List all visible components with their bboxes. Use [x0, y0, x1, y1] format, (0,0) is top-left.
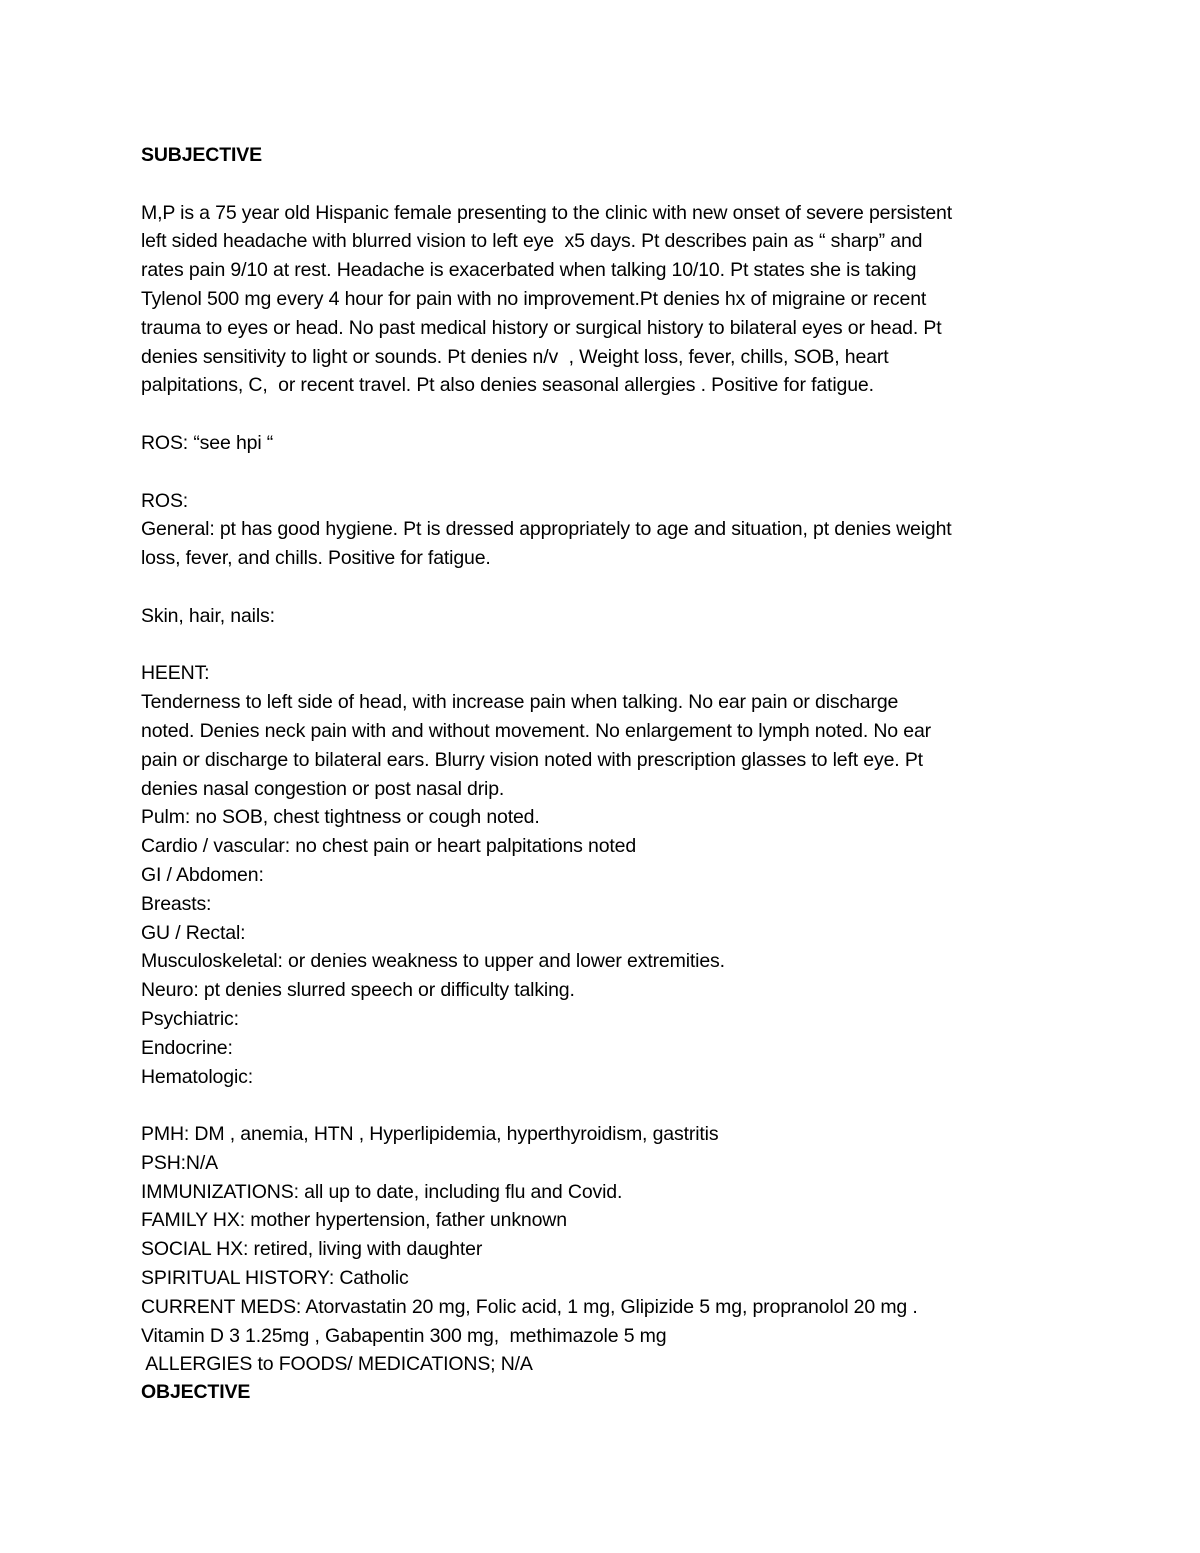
history-line: SOCIAL HX: retired, living with daughter	[141, 1238, 483, 1261]
objective-heading: OBJECTIVE	[141, 1381, 251, 1404]
blank-line	[141, 170, 1061, 199]
history-line: SPIRITUAL HISTORY: Catholic	[141, 1267, 409, 1290]
history-line: IMMUNIZATIONS: all up to date, including flu and Covid.	[141, 1180, 623, 1203]
heent-line: denies nasal congestion or post nasal drip.	[141, 777, 505, 800]
history-section	[141, 1120, 1061, 1379]
document-body	[141, 141, 1061, 1407]
blank-line	[141, 573, 1061, 602]
system-line: Pulm: no SOB, chest tightness or cough noted.	[141, 806, 540, 829]
system-line: GU / Rectal:	[141, 921, 246, 944]
history-line: Vitamin D 3 1.25mg , Gabapentin 300 mg, methimazole 5 mg	[141, 1324, 667, 1347]
subjective-heading: SUBJECTIVE	[141, 144, 262, 166]
heent-line: pain or discharge to bilateral ears. Blurry vision noted with prescription glasses to left eye. Pt	[141, 748, 923, 771]
system-line: Cardio / vascular: no chest pain or heart palpitations noted	[141, 835, 637, 858]
hpi-paragraph	[141, 199, 1061, 401]
hpi-line: M,P is a 75 year old Hispanic female presenting to the clinic with new onset of severe persistent	[141, 201, 953, 224]
history-line: CURRENT MEDS: Atorvastatin 20 mg, Folic acid, 1 mg, Glipizide 5 mg, propranolol 20 mg .	[141, 1295, 918, 1318]
system-line: Musculoskeletal: or denies weakness to upper and lower extremities.	[141, 950, 725, 973]
hpi-line: left sided headache with blurred vision to left eye x5 days. Pt describes pain as “ sharp” and	[141, 230, 923, 253]
history-line: FAMILY HX: mother hypertension, father unknown	[141, 1209, 567, 1232]
blank-line	[141, 458, 1061, 487]
heent-label: HEENT:	[141, 662, 210, 685]
system-line: Hematologic:	[141, 1065, 254, 1088]
ros-label: ROS:	[141, 489, 189, 512]
blank-line	[141, 1091, 1061, 1120]
system-line: Psychiatric:	[141, 1007, 239, 1030]
hpi-line: denies sensitivity to light or sounds. Pt denies n/v , Weight loss, fever, chills, SOB, heart	[141, 345, 889, 368]
history-line: ALLERGIES to FOODS/ MEDICATIONS; N/A	[141, 1353, 533, 1376]
hpi-line: rates pain 9/10 at rest. Headache is exacerbated when talking 10/10. Pt states she is taking	[141, 259, 917, 282]
ros-general	[141, 515, 1061, 573]
general-line: loss, fever, and chills. Positive for fatigue.	[141, 547, 491, 570]
ros-see-hpi: ROS: “see hpi “	[141, 431, 274, 454]
ros-systems	[141, 803, 1061, 1091]
general-line: General: pt has good hygiene. Pt is dressed appropriately to age and situation, pt denies weight	[141, 518, 952, 541]
system-line: Neuro: pt denies slurred speech or difficulty talking.	[141, 979, 575, 1002]
hpi-line: Tylenol 500 mg every 4 hour for pain with no improvement.Pt denies hx of migraine or recent	[141, 287, 927, 310]
system-line: Endocrine:	[141, 1036, 233, 1059]
history-line: PSH:N/A	[141, 1151, 218, 1174]
heent-line: noted. Denies neck pain with and without movement. No enlargement to lymph noted. No ear	[141, 719, 932, 742]
hpi-line: trauma to eyes or head. No past medical history or surgical history to bilateral eyes or head. Pt	[141, 316, 942, 339]
heent-line: Tenderness to left side of head, with increase pain when talking. No ear pain or discharge	[141, 691, 899, 714]
heent-paragraph	[141, 688, 1061, 803]
blank-line	[141, 631, 1061, 660]
system-line: GI / Abdomen:	[141, 863, 264, 886]
blank-line	[141, 400, 1061, 429]
history-line: PMH: DM , anemia, HTN , Hyperlipidemia, hyperthyroidism, gastritis	[141, 1123, 719, 1146]
ros-skin: Skin, hair, nails:	[141, 604, 275, 627]
hpi-line: palpitations, C, or recent travel. Pt also denies seasonal allergies . Positive for fatigue.	[141, 374, 874, 397]
system-line: Breasts:	[141, 892, 212, 915]
